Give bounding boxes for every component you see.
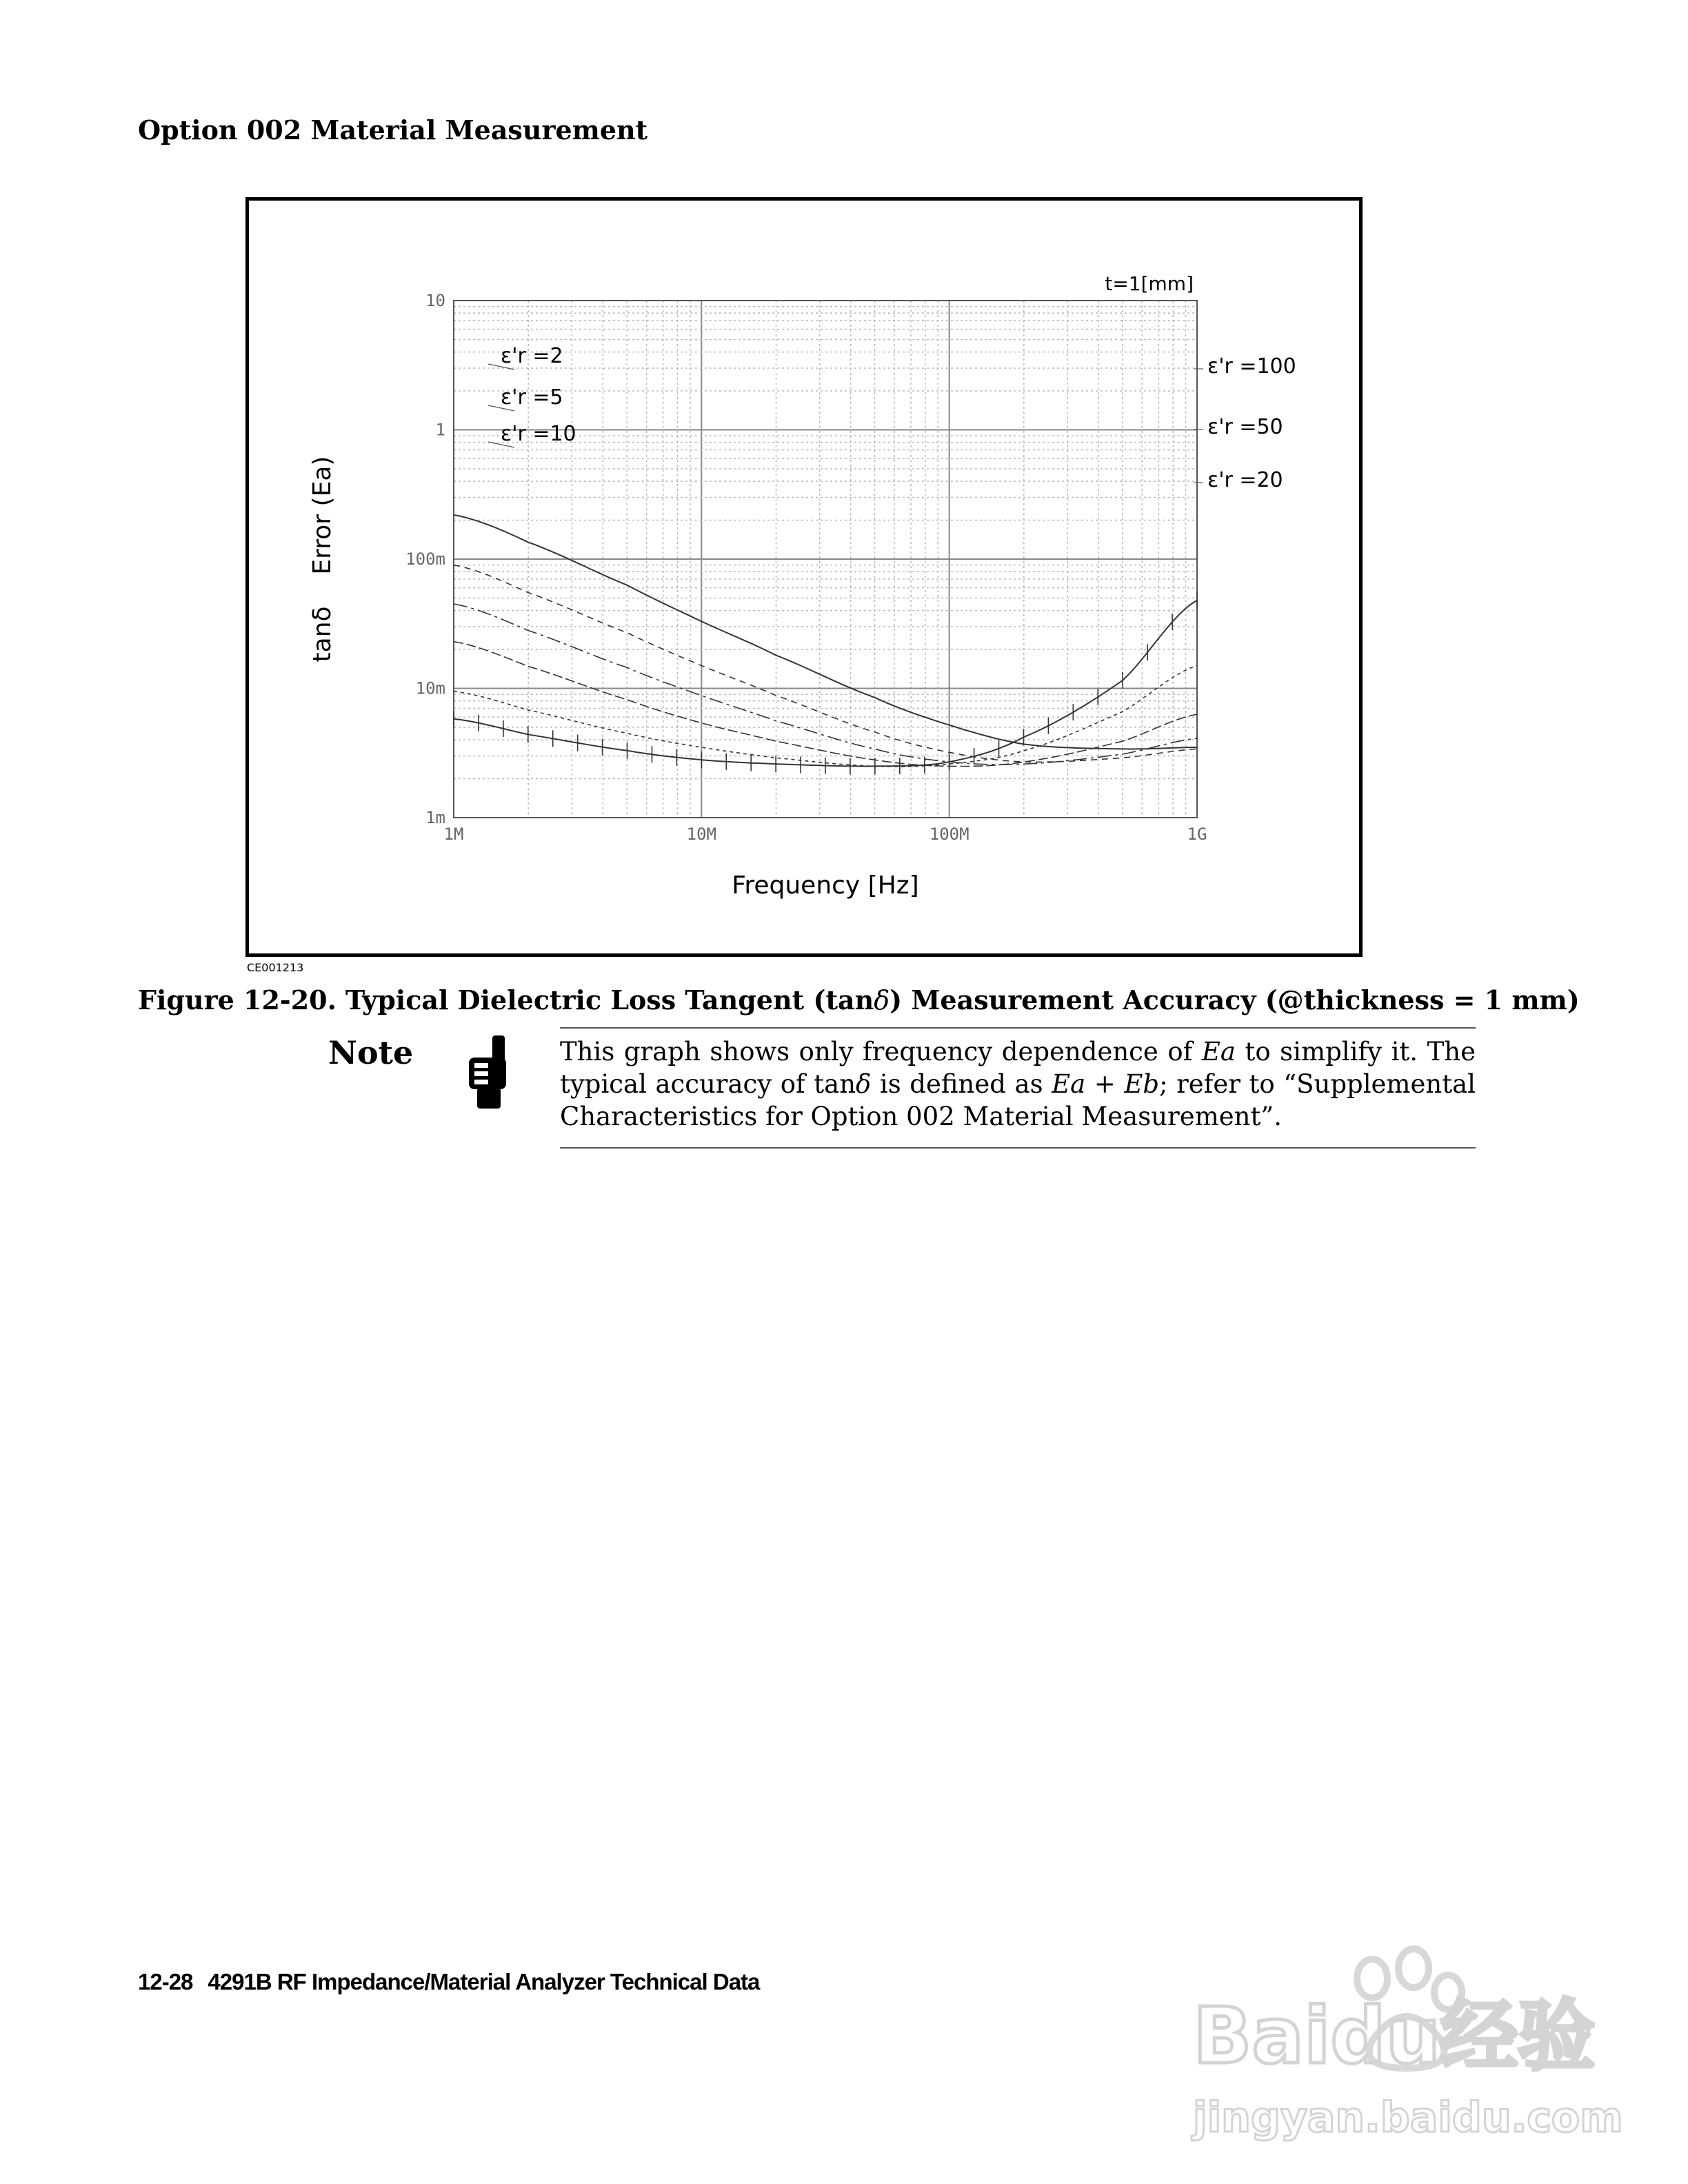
- page-footer: [138, 1969, 759, 1995]
- series-line: [454, 565, 1197, 762]
- series-label: ε'r =5: [501, 385, 563, 410]
- note-text-4: ; refer to “Supplemental Characteristics for Option 002 Material Measurement”.: [560, 1069, 1476, 1131]
- x-axis-label: Frequency [Hz]: [732, 871, 919, 900]
- pointing-hand-icon: [466, 1035, 512, 1111]
- x-tick-label: 1G: [1187, 825, 1207, 844]
- x-tick-label: 100M: [929, 825, 969, 844]
- document-title: 4291B RF Impedance/Material Analyzer Technical Data: [208, 1969, 760, 1994]
- watermark-brand: Baidu经验: [1193, 1992, 1596, 2081]
- note-text-1: This graph shows only frequency dependence of: [560, 1037, 1202, 1066]
- note-delta: δ: [856, 1069, 872, 1099]
- note-text-3: is defined as: [871, 1069, 1052, 1099]
- note-ea-2: Ea: [1052, 1069, 1086, 1099]
- y-tick-label: 100m: [405, 549, 445, 569]
- note-eb: Eb: [1124, 1069, 1160, 1099]
- x-tick-label: 1M: [443, 825, 464, 844]
- baidu-watermark: [1186, 1903, 1623, 2151]
- note-text-2: to simplify it. The typical accuracy of tan: [560, 1037, 1476, 1099]
- note-text: [560, 1035, 1476, 1133]
- baidu-logo-icon: [1186, 1903, 1623, 2151]
- y-tick-label: 1m: [425, 808, 445, 827]
- page-number: 12-28: [138, 1969, 193, 1994]
- caption-part-2: ) Measurement Accuracy (@thickness = 1 mm): [890, 984, 1580, 1015]
- watermark-url: jingyan.baidu.com: [1193, 2094, 1623, 2142]
- caption-delta: δ: [874, 985, 890, 1015]
- series-label: ε'r =50: [1207, 415, 1283, 439]
- y-axis-label: tanδ Error (Ea): [308, 456, 336, 663]
- x-tick-label: 10M: [686, 825, 717, 844]
- series-label: ε'r =100: [1207, 354, 1296, 378]
- tan-delta-chart: [249, 201, 1359, 953]
- series-label: ε'r =20: [1207, 468, 1283, 492]
- note-plus: +: [1085, 1069, 1125, 1099]
- note-top-rule: [560, 1027, 1476, 1029]
- series-lines: [454, 515, 1197, 775]
- caption-part-1: Figure 12-20. Typical Dielectric Loss Tangent (tan: [138, 984, 874, 1015]
- y-tick-label: 10: [425, 291, 445, 310]
- series-line: [454, 600, 1197, 767]
- note-label: Note: [328, 1034, 414, 1071]
- series-label: ε'r =10: [501, 422, 576, 446]
- series-line: [454, 642, 1197, 767]
- figure-caption: [138, 984, 1580, 1015]
- thickness-annotation: t=1[mm]: [1105, 272, 1194, 295]
- y-tick-label: 10m: [415, 678, 445, 698]
- chart-id: CE001213: [247, 961, 304, 974]
- note-ea-1: Ea: [1201, 1037, 1236, 1066]
- section-title: Option 002 Material Measurement: [138, 114, 648, 145]
- y-tick-label: 1: [435, 420, 445, 440]
- series-label: ε'r =2: [501, 344, 563, 368]
- note-bottom-rule: [560, 1147, 1476, 1149]
- series-labels: [488, 344, 1296, 492]
- chart-frame: [245, 197, 1363, 957]
